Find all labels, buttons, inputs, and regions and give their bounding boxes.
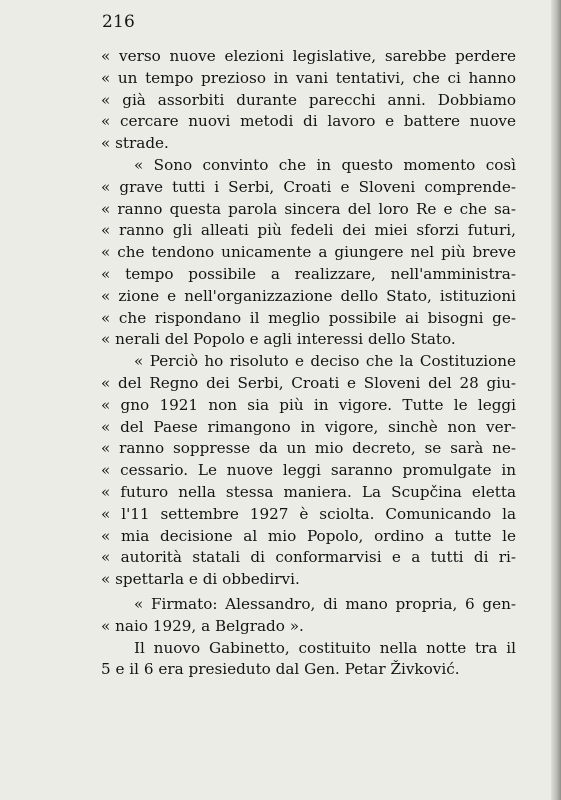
text-line: « naio 1929, a Belgrado ».	[101, 616, 304, 635]
text-line: « che tendono unicamente a giungere nel più breve	[101, 243, 516, 262]
text-line: « futuro nella stessa maniera. La Scupčina eletta	[101, 482, 516, 501]
text-line: « nerali del Popolo e agli interessi dello Stato.	[101, 330, 456, 349]
page-edge-shadow	[551, 0, 561, 800]
text-line: Il nuovo Gabinetto, costituito nella notte tra il	[134, 638, 516, 657]
text-line: « ranno questa parola sincera del loro Re e che sa-	[101, 199, 516, 218]
text-line: « cessario. Le nuove leggi saranno promulgate in	[101, 461, 516, 480]
text-line: « strade.	[101, 134, 169, 153]
text-line: « gno 1921 non sia più in vigore. Tutte le leggi	[101, 395, 516, 414]
text-line: 5 e il 6 era presieduto dal Gen. Petar Živković.	[101, 660, 460, 679]
page-number: 216	[102, 12, 136, 32]
text-line: « Perciò ho risoluto e deciso che la Costituzione	[134, 352, 516, 371]
text-line: « Firmato: Alessandro, di mano propria, 6 gen-	[134, 594, 516, 613]
text-line: « cercare nuovi metodi di lavoro e battere nuove	[101, 112, 516, 131]
text-line: « zione e nell'organizzazione dello Stato, istituzioni	[101, 286, 516, 305]
text-line: « l'11 settembre 1927 è sciolta. Comunicando la	[101, 504, 516, 523]
text-line: « Sono convinto che in questo momento così	[134, 155, 516, 174]
text-line: « grave tutti i Serbi, Croati e Sloveni comprende-	[101, 177, 516, 196]
text-line: « tempo possibile a realizzare, nell'amministra-	[101, 264, 516, 283]
text-line: « mia decisione al mio Popolo, ordino a tutte le	[101, 526, 516, 545]
text-line: « verso nuove elezioni legislative, sarebbe perdere	[101, 47, 516, 65]
text-line: « un tempo prezioso in vani tentativi, che ci hanno	[101, 68, 516, 87]
text-line: « ranno soppresse da un mio decreto, se sarà ne-	[101, 439, 516, 458]
body-text	[101, 46, 516, 681]
text-line: « del Regno dei Serbi, Croati e Sloveni del 28 giu-	[101, 373, 516, 392]
text-line: « autorità statali di conformarvisi e a tutti di ri-	[101, 548, 516, 567]
text-line: « che rispondano il meglio possibile ai bisogni ge-	[101, 308, 516, 327]
text-line: « ranno gli alleati più fedeli dei miei sforzi futuri,	[101, 221, 516, 240]
text-line: « del Paese rimangono in vigore, sinchè non ver-	[101, 417, 516, 436]
text-line: « spettarla e di obbedirvi.	[101, 570, 300, 589]
text-line: « già assorbiti durante parecchi anni. Dobbiamo	[101, 90, 516, 109]
